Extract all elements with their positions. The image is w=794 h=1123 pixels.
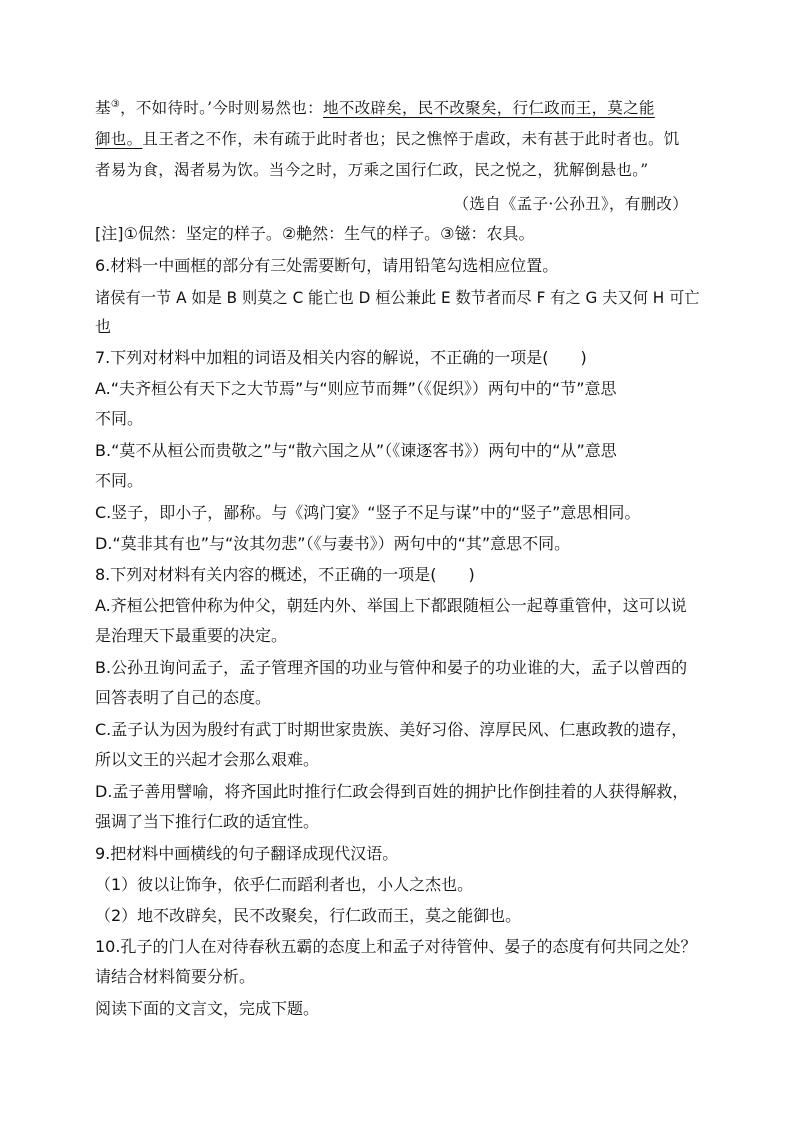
question-7-option-b: 不同。 (95, 471, 144, 490)
question-7-stem: 7.下列对材料中加粗的词语及相关内容的解说，不正确的一项是( ) (95, 348, 587, 367)
underlined-sentence: 地不改辟矣，民不改聚矣，行仁政而王，莫之能 (322, 99, 655, 117)
question-7-option-c: C.竖子，即小子，鄙称。与《鸿门宴》“竖子不足与谋”中的“竖子”意思相同。 (95, 503, 641, 522)
question-8-option-c: 所以文王的兴起才会那么艰难。 (95, 750, 320, 769)
question-6-text: 诸侯有一节 A 如是 B 则莫之 C 能亡也 D 桓公兼此 E 数节者而尽 F 有之 G 夫又何 H 可亡 (95, 288, 700, 307)
passage-text: ，不如待时。’今时则易然也： (120, 99, 323, 117)
question-9-sentence-2: （2）地不改辟矣，民不改聚矣，行仁政而王，莫之能御也。 (95, 906, 522, 925)
passage-text: 且王者之不作，未有疏于此时者也；民之憔悴于虐政，未有甚于此时者也。饥 (142, 130, 680, 148)
annotation-notes: [注]①侃然：坚定的样子。②艴然：生气的样子。③镃：农具。 (95, 224, 535, 243)
question-8-option-a: 是治理天下最重要的决定。 (95, 626, 288, 645)
question-7-option-d: D.“莫非其有也”与“汝其勿悲”（《与妻书》）两句中的“其”意思不同。 (95, 534, 571, 553)
question-7-option-b: B.“莫不从桓公而贵敬之”与“散六国之从”（《谏逐客书》）两句中的“从”意思 (95, 441, 617, 460)
passage-text: 基 (95, 99, 111, 117)
question-8-option-d: 强调了当下推行仁政的适宜性。 (95, 812, 320, 831)
passage-source: （选自《孟子·公孙丑》，有删改） (453, 195, 688, 213)
next-section-instruction: 阅读下面的文言文，完成下题。 (95, 999, 320, 1018)
passage-line-2 (95, 128, 680, 150)
question-8-option-b: 回答表明了自己的态度。 (95, 688, 272, 707)
question-8-stem: 8.下列对材料有关内容的概述，不正确的一项是( ) (95, 565, 475, 584)
question-8-option-c: C.孟子认为因为殷纣有武丁时期世家贵族、美好习俗、淳厚民风、仁惠政教的遗存， (95, 720, 688, 739)
question-10-stem: 请结合材料简要分析。 (95, 967, 256, 986)
question-7-option-a: 不同。 (95, 409, 144, 428)
question-9-stem: 9.把材料中画横线的句子翻译成现代汉语。 (95, 844, 399, 863)
question-6-text: 也 (95, 317, 112, 336)
question-7-option-a: A.“夫齐桓公有天下之大节焉”与“则应节而舞”（《促织》）两句中的“节”意思 (95, 379, 617, 398)
question-8-option-a: A.齐桓公把管仲称为仲父，朝廷内外、举国上下都跟随桓公一起尊重管仲，这可以说 (95, 596, 687, 615)
footnote-marker: ③ (110, 98, 121, 110)
question-6-stem: 6.材料一中画框的部分有三处需要断句，请用铅笔勾选相应位置。 (95, 256, 559, 275)
question-8-option-d: D.孟子善用譬喻，将齐国此时推行仁政会得到百姓的拥护比作倒挂着的人获得解救， (95, 782, 689, 801)
question-9-sentence-1: （1）彼以让饰争，依乎仁而蹈利者也，小人之杰也。 (95, 875, 474, 894)
passage-line-1 (95, 97, 655, 119)
question-10-stem: 10.孔子的门人在对待春秋五霸的态度上和孟子对待管仲、晏子的态度有何共同之处？ (95, 937, 697, 956)
question-8-option-b: B.公孙丑询问孟子，孟子管理齐国的功业与管仲和晏子的功业谁的大，孟子以曾西的 (95, 658, 688, 677)
underlined-sentence: 御也。 (95, 130, 143, 148)
passage-line-3: 者易为食，渴者易为饮。当今之时，万乘之国行仁政，民之悦之，犹解倒悬也。” (95, 161, 649, 179)
